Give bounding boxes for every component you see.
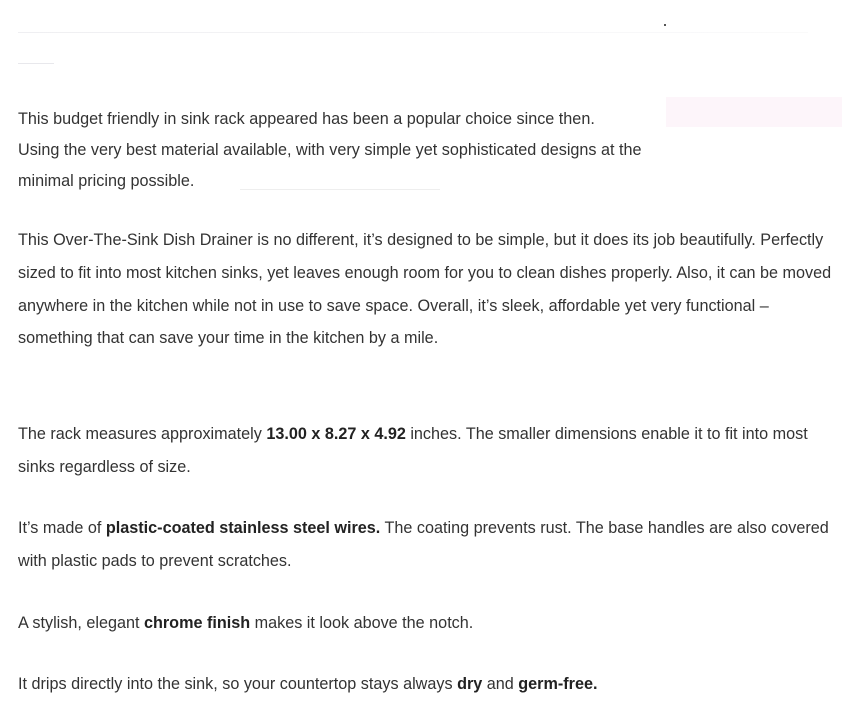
short-divider	[18, 63, 54, 64]
top-divider	[18, 32, 808, 33]
dimensions-paragraph	[18, 418, 834, 484]
description-paragraph: This Over-The-Sink Dish Drainer is no different, it’s designed to be simple, but it does its job beautifully. Perfectly sized to fit into most kitchen sinks, yet leaves enough room for you to clean dishes properly. Also, it can be moved anywhere in the kitchen while not in use to save space. Overall, it’s sleek, affordable yet very functional – something that can save your time in the kitchen by a mile.	[18, 231, 832, 348]
material-text-after: The coating prevents rust. The base handles are also covered with plastic pads to prevent scratches.	[18, 519, 829, 570]
finish-text-before: A stylish, elegant	[18, 614, 144, 632]
drip-bold-dry: dry	[457, 675, 483, 693]
article-body	[18, 104, 834, 693]
drip-paragraph	[18, 668, 597, 701]
intro-line-3: minimal pricing possible.	[18, 172, 195, 190]
dimensions-text-after: inches. The smaller dimensions enable it to fit into most sinks regardless of size.	[18, 425, 808, 476]
intro-line-1: This budget friendly in sink rack appeared has been a popular choice since then.	[18, 110, 595, 128]
intro-paragraph	[18, 104, 834, 197]
drip-bold-germ-free: germ-free.	[518, 675, 598, 693]
stray-dot	[664, 24, 666, 26]
drip-text-middle: and	[482, 675, 519, 693]
dimensions-text-before: The rack measures approximately	[18, 425, 267, 443]
finish-paragraph	[18, 607, 473, 640]
drip-text-before: It drips directly into the sink, so your countertop stays always	[18, 675, 458, 693]
material-text-before: It’s made of	[18, 519, 106, 537]
dimensions-value: 13.00 x 8.27 x 4.92	[266, 425, 406, 443]
material-paragraph	[18, 512, 834, 578]
finish-value: chrome finish	[143, 614, 251, 632]
finish-text-after: makes it look above the notch.	[250, 614, 474, 632]
material-value: plastic-coated stainless steel wires.	[105, 519, 381, 537]
intro-line-2: Using the very best material available, with very simple yet sophisticated designs at the	[18, 141, 642, 159]
